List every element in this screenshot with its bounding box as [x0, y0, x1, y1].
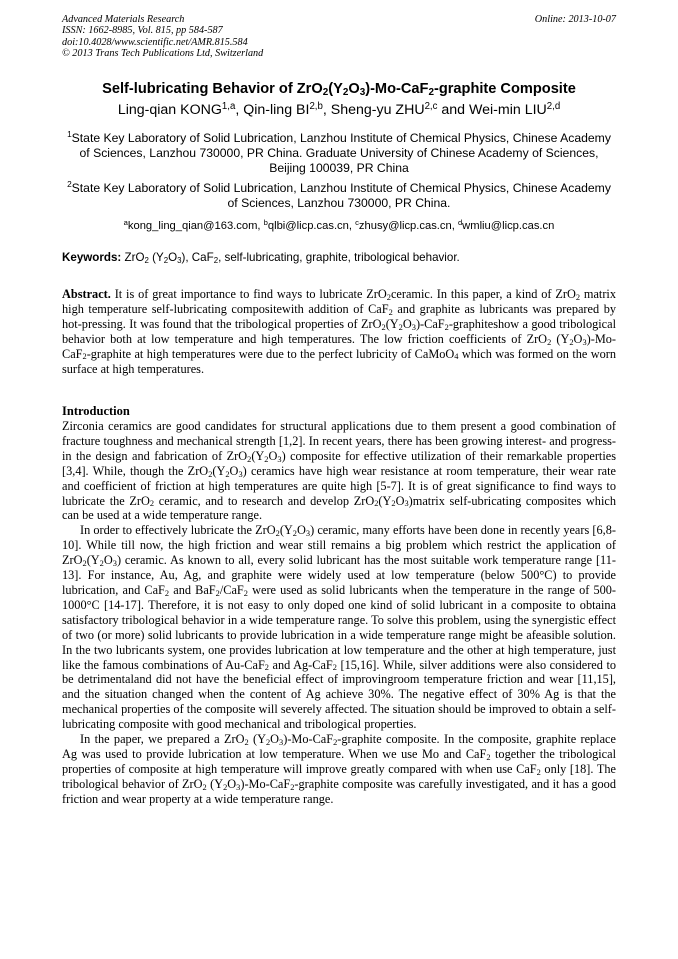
- paragraph: In the paper, we prepared a ZrO$_2$ $(Y_2O_3)-Mo-CaF_2$-graphite composite. In the composite, graphite replace Ag was used to provide lubrication at low temperature. When we use Mo and CaF$_2$ together the tribological properties of composite at high temperature will improve greatly compared with when use CaF$_2$ only [18]. The tribological behavior of ZrO$_2$ $(Y_2O_3)-Mo-CaF_2$-graphite composite was carefully investigated, and it has a good friction and wear property at a wide temperature range.: [62, 732, 616, 806]
- paragraph: In order to effectively lubricate the $ZrO_2(Y_2O_3)$ ceramic, many efforts have been done in recently years [6,8-10]. While till now, the high friction and wear still remains a big problem which restrict the application of $ZrO_2(Y_2O_3)$ ceramic. As known to all, every solid lubricant has the most suitable work temperature range [11-13]. For instance, Au, Ag, and graphite were widely used at low temperature (below 500°C) to provide lubrication, and CaF$_2$ and BaF$_2$/CaF$_2$ were used as solid lubricants when the temperature in the range of 500-1000°C [14-17]. Therefore, it is not easy to only doped one kind of solid lubricant in a composite to obtaina satisfactory tribological behavior in a wide temperature range. To solve this problem, using the synergistic effect of two (or more) solid lubricants to provide lubrication in a wide temperature range might be afeasible solution. In the two lubricants system, one provides lubrication at low temperature and the other at high temperature, just like the famous combinations of Au-CaF$_2$ and Ag-CaF$_2$ [15,16]. While, silver additions were also considered to be detrimentaland did not have the beneficial effect of improvingroom temperature friction and wear [11,15], and the situation changed when the content of Ag achieve 30%. The negative effect of 30% Ag is that the mechanical properties of the composite will severely affected. The situation should be improved to obtain a self-lubricating composite with good mechanical and tribological properties.: [62, 523, 617, 732]
- journal-name: Advanced Materials Research: [62, 14, 185, 25]
- issn-line: ISSN: 1662-8985, Vol. 815, pp 584-587: [62, 25, 223, 37]
- introduction-body: [62, 419, 616, 807]
- author-list: Ling-qian KONG$^{1,a}$, Qin-ling BI$^{2,b}$, Sheng-yu ZHU$^{2,c}$ and Wei-min LIU$^{2,d}$: [117, 100, 561, 118]
- journal-header: [62, 14, 616, 60]
- section-title: Introduction: [62, 404, 130, 418]
- keywords-text: ZrO$_2$ $(Y_2O_3)$, CaF$_2$, self-lubricating, graphite, tribological behavior.: [121, 251, 460, 265]
- paragraph: Zirconia ceramics are good candidates for structural applications due to them present a good combination of fracture toughness and mechanical strength [1,2]. In recent years, there has been growing interest- and progress- in the design and fabrication of $ZrO_2(Y_2O_3)$ composite for effective utilization of their remarkable properties [3,4]. While, though the $ZrO_2(Y_2O_3)$ ceramics have high wear resistance at room temperature, their wear rate and coefficient of friction at high temperatures are quite high [5-7]. It is of great significance to find ways to lubricate the ZrO$_2$ ceramic, and to research and develop $ZrO_2(Y_2O_3)matrix$ self-ubricating composites which can be used at a wide temperature range.: [62, 419, 617, 523]
- abstract: [62, 287, 616, 376]
- abstract-text: It is of great importance to find ways to lubricate ZrO$_2$ceramic. In this paper, a kind of ZrO$_2$ matrix high temperature self-lubricating compositewith addition of CaF$_2$ and graphite as lubricants was prepared by hot-pressing. It was found that the tribological properties of $ZrO_2(Y_2O_3)-CaF_2$-graphiteshow a good tribological behavior both at low temperature and high temperatures. The low friction coefficients of ZrO$_2$ $(Y_2O_3)-Mo-CaF_2$-graphite at high temperatures were due to the perfect lubricity of CaMoO$_4$ which was formed on the worn surface at high temperatures.: [62, 287, 617, 376]
- keywords: [62, 251, 616, 265]
- author-emails: $^a$kong_ling_qian@163.com, $^b$qlbi@licp.cas.cn, $^c$zhusy@licp.cas.cn, $^d$wmliu@licp.cas.cn: [123, 217, 555, 232]
- affiliation-1: $^1$State Key Laboratory of Solid Lubrication, Lanzhou Institute of Chemical Physics, Chinese Academy of Sciences, Lanzhou 730000, PR China. Graduate University of Chinese Academy of Sciences, Beijing 100039, PR China: [67, 129, 611, 175]
- affiliation-2: $^2$State Key Laboratory of Solid Lubrication, Lanzhou Institute of Chemical Physics, Chinese Academy of Sciences, Lanzhou 730000, PR China.: [67, 179, 611, 210]
- doi-line: doi:10.4028/www.scientific.net/AMR.815.584: [62, 36, 248, 48]
- paper-title: Self-lubricating Behavior of $ZrO_2(Y_2O_3)-Mo-CaF_2$-graphite Composite: [102, 81, 576, 99]
- copyright-line: © 2013 Trans Tech Publications Ltd, Switzerland: [62, 48, 264, 60]
- abstract-label: Abstract.: [62, 287, 111, 301]
- keywords-label: Keywords:: [62, 251, 122, 264]
- online-date: Online: 2013-10-07: [534, 14, 616, 25]
